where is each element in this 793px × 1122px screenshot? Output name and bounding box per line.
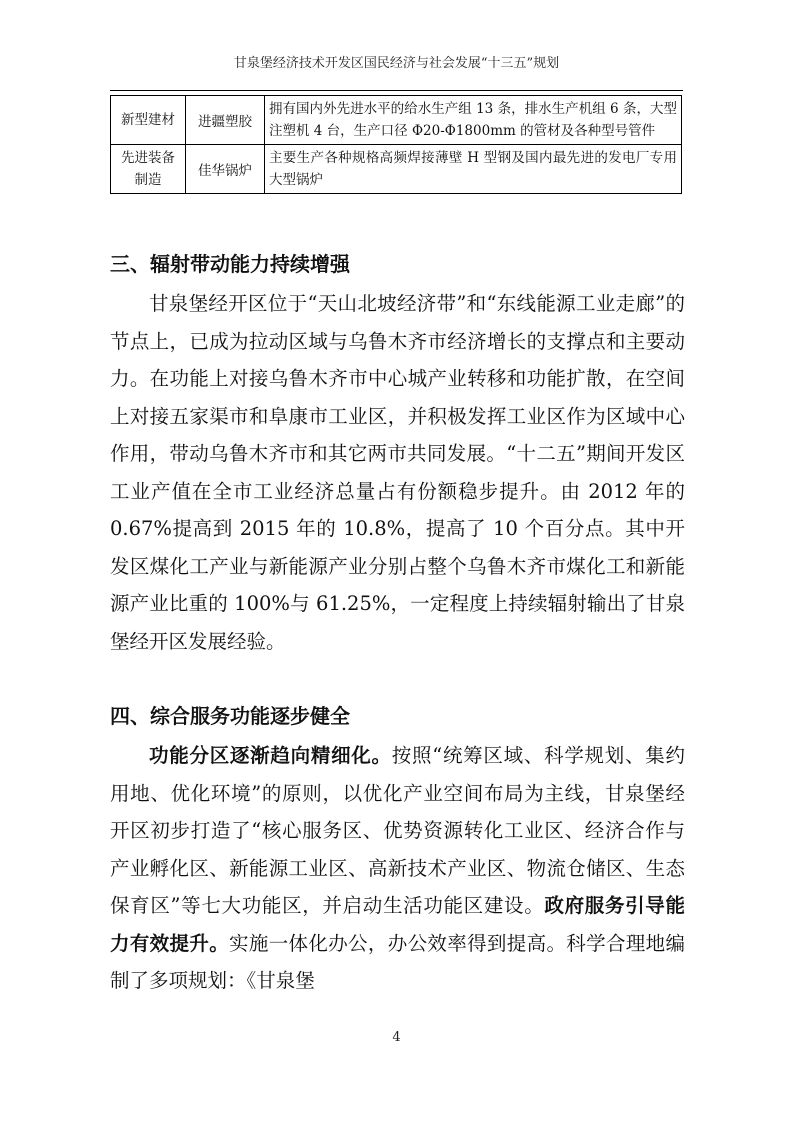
bold-lead-1: 功能分区逐渐趋向精细化。 xyxy=(149,744,392,767)
description-cell: 主要生产各种规格高频焊接薄壁 H 型钢及国内最先进的发电厂专用大型锅炉 xyxy=(265,145,682,194)
industry-cell: 先进装备制造 xyxy=(111,145,186,194)
section-3 xyxy=(110,248,685,660)
table-row xyxy=(111,96,682,145)
enterprise-table xyxy=(110,95,682,194)
header-rule xyxy=(110,90,683,91)
paragraph-text-1: 按照“统筹区域、科学规划、集约用地、优化环境”的原则，以优化产业空间布局为主线，甘泉堡经开区初步打造了“核心服务区、优势资源转化工业区、经济合作与产业孵化区、新能源工业区、高新技术产业区、物流仓储区、生态保育区”等七大功能区，并启动生活功能区建设。 xyxy=(110,744,685,917)
section-heading: 三、辐射带动能力持续增强 xyxy=(110,252,350,276)
table-row xyxy=(111,145,682,194)
industry-cell: 新型建材 xyxy=(111,96,186,145)
description-cell: 拥有国内外先进水平的给水生产组 13 条，排水生产机组 6 条，大型注塑机 4 台，生产口径 Φ20-Φ1800mm 的管材及各种型号管件 xyxy=(265,96,682,145)
body-paragraph xyxy=(110,737,685,1000)
company-cell: 佳华锅炉 xyxy=(186,145,265,194)
company-cell: 进疆塑胶 xyxy=(186,96,265,145)
page-number: 4 xyxy=(392,1030,401,1045)
running-header: 甘泉堡经济技术开发区国民经济与社会发展“十三五”规划 xyxy=(233,56,560,71)
paragraph-text-2: 实施一体化办公，办公效率得到提高。科学合理地编制了多项规划：《甘泉堡 xyxy=(110,931,685,992)
body-paragraph: 甘泉堡经开区位于“天山北坡经济带”和“东线能源工业走廊”的节点上，已成为拉动区域与乌鲁木齐市经济增长的支撑点和主要动力。在功能上对接乌鲁木齐市中心城产业转移和功能扩散，在空间上对接五家渠市和阜康市工业区，并积极发挥工业区作为区域中心作用，带动乌鲁木齐市和其它两市共同发展。“十二五”期间开发区工业产值在全市工业经济总量占有份额稳步提升。由 2012 年的 0.67%提高到 2015 年的 10.8%，提高了 10 个百分点。其中开发区煤化工产业与新能源产业分别占整个乌鲁木齐市煤化工和新能源产业比重的 100%与 61.25%，一定程度上持续辐射输出了甘泉堡经开区发展经验。 xyxy=(110,292,685,653)
bold-lead-2: 政府服务引导能力有效提升。 xyxy=(110,894,685,955)
section-heading: 四、综合服务功能逐步健全 xyxy=(110,704,350,728)
section-4 xyxy=(110,700,685,1000)
